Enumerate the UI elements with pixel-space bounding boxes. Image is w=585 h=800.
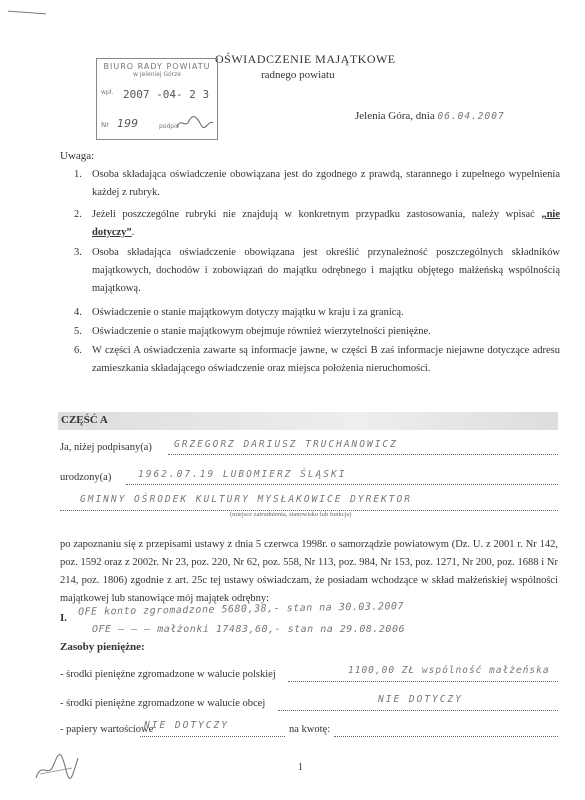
pension-fund-line-1: OFE konto zgromadzone 5680,38,- stan na 30.03.2007 xyxy=(77,601,405,618)
document-subtitle: radnego powiatu xyxy=(261,69,335,81)
note-3: 3. Osoba składająca oświadczenie obowiązana jest określić przynależność poszczególnych składników majątkowych, dochodów i zobowiązań do majątku odrębnego i majątku objętego małżeńską wspólnością majątkową. xyxy=(74,247,560,294)
foreign-savings-value: NIE DOTYCZY xyxy=(378,694,463,705)
stamp-nr-label: Nr xyxy=(101,121,110,129)
note-5: 5. Oświadczenie o stanie majątkowym obejmuje również wierzytelności pieniężne. xyxy=(74,326,431,337)
page-number: 1 xyxy=(298,762,303,773)
scan-mark xyxy=(8,11,46,15)
place-date-label: Jelenia Góra, dnia xyxy=(355,110,435,122)
securities-field xyxy=(140,722,285,737)
stamp-nr: 199 xyxy=(117,117,138,130)
stamp-signature-scribble xyxy=(175,115,215,131)
pension-fund-line-2: OFE – – – małżonki 17483,60,- stan na 29.08.2006 xyxy=(92,624,405,635)
securities-label: - papiery wartościowe xyxy=(60,724,154,735)
statute-paragraph: po zapoznaniu się z przepisami ustawy z dnia 5 czerwca 1998r. o samorządzie powiatowym (Dz. U. z 2001 r. Nr 142, poz. 1592 oraz z 2002r. Nr 23, poz. 220, Nr 62, poz. 558, Nr 113, poz. 984, Nr 153, poz. 1271, Nr 200, poz. 1688 i Nr 214, poz. 1806) zgodnie z art. 25c tej ustawy oświadczam, że posiadam wchodzące w skład małżeńskiej wspólności majątkowej lub stanowiące mój majątek odrębny: xyxy=(60,539,558,604)
stamp-city: w Jeleniej Górze xyxy=(133,71,181,78)
securities-amount-label: na kwotę: xyxy=(289,724,331,735)
document-title: OŚWIADCZENIE MAJĄTKOWE xyxy=(215,52,396,66)
section-1-numeral: I. xyxy=(60,612,68,624)
note-1: 1. Osoba składająca oświadczenie obowiązana jest do zgodnego z prawdą, starannego i zupełnego wypełnienia każdej z rubryk. xyxy=(74,169,560,198)
stamp-date-label: wpł. xyxy=(101,89,114,96)
stamp-office-name: BIURO RADY POWIATU xyxy=(103,62,211,71)
pln-savings-value: 1100,00 ZŁ wspólność małżeńska xyxy=(348,665,550,676)
born-value: 1962.07.19 LUBOMIERZ ŚLĄSKI xyxy=(138,469,347,480)
pln-savings-field xyxy=(288,667,558,682)
signer-field xyxy=(168,440,558,455)
initials-signature xyxy=(32,750,82,784)
employer-field xyxy=(60,496,558,511)
registry-stamp xyxy=(96,58,218,140)
foreign-savings-label: - środki pieniężne zgromadzone w walucie obcej xyxy=(60,698,266,709)
note-2: 2. Jeżeli poszczególne rubryki nie znajdują w konkretnym przypadku zastosowania, należy wpisać „nie dotyczy”. xyxy=(74,209,560,238)
securities-value: NIE DOTYCZY xyxy=(144,720,229,731)
employer-caption: (miejsce zatrudnienia, stanowisko lub funkcja) xyxy=(230,511,352,518)
employer-value: GMINNY OŚRODEK KULTURY MYSŁAKOWICE DYREKTOR xyxy=(80,494,412,505)
note-6: 6. W części A oświadczenia zawarte są informacje jawne, w części B zaś informacje niejawne dotyczące adresu zamieszkania składającego oświadczenie oraz miejsca położenia nieruchomości. xyxy=(74,345,560,374)
part-a-heading: CZĘŚĆ A xyxy=(58,412,558,430)
born-field xyxy=(126,470,558,485)
securities-amount-field xyxy=(334,722,558,737)
born-label: urodzony(a) xyxy=(60,472,112,483)
place-date-value: 06.04.2007 xyxy=(437,111,505,122)
signer-label: Ja, niżej podpisany(a) xyxy=(60,442,152,453)
not-applicable-phrase: „nie dotyczy” xyxy=(92,209,560,238)
stamp-sign-label: podpis xyxy=(159,123,179,130)
foreign-savings-field xyxy=(278,696,558,711)
pln-savings-label: - środki pieniężne zgromadzone w walucie polskiej xyxy=(60,669,276,680)
signer-value: GRZEGORZ DARIUSZ TRUCHANOWICZ xyxy=(174,439,398,450)
notes-label: Uwaga: xyxy=(60,150,95,162)
place-date-line xyxy=(355,110,505,122)
note-4: 4. Oświadczenie o stanie majątkowym dotyczy majątku w kraju i za granicą. xyxy=(74,307,404,318)
assets-label: Zasoby pieniężne: xyxy=(60,641,145,653)
stamp-date: 2007 -04- 2 3 xyxy=(123,88,210,101)
